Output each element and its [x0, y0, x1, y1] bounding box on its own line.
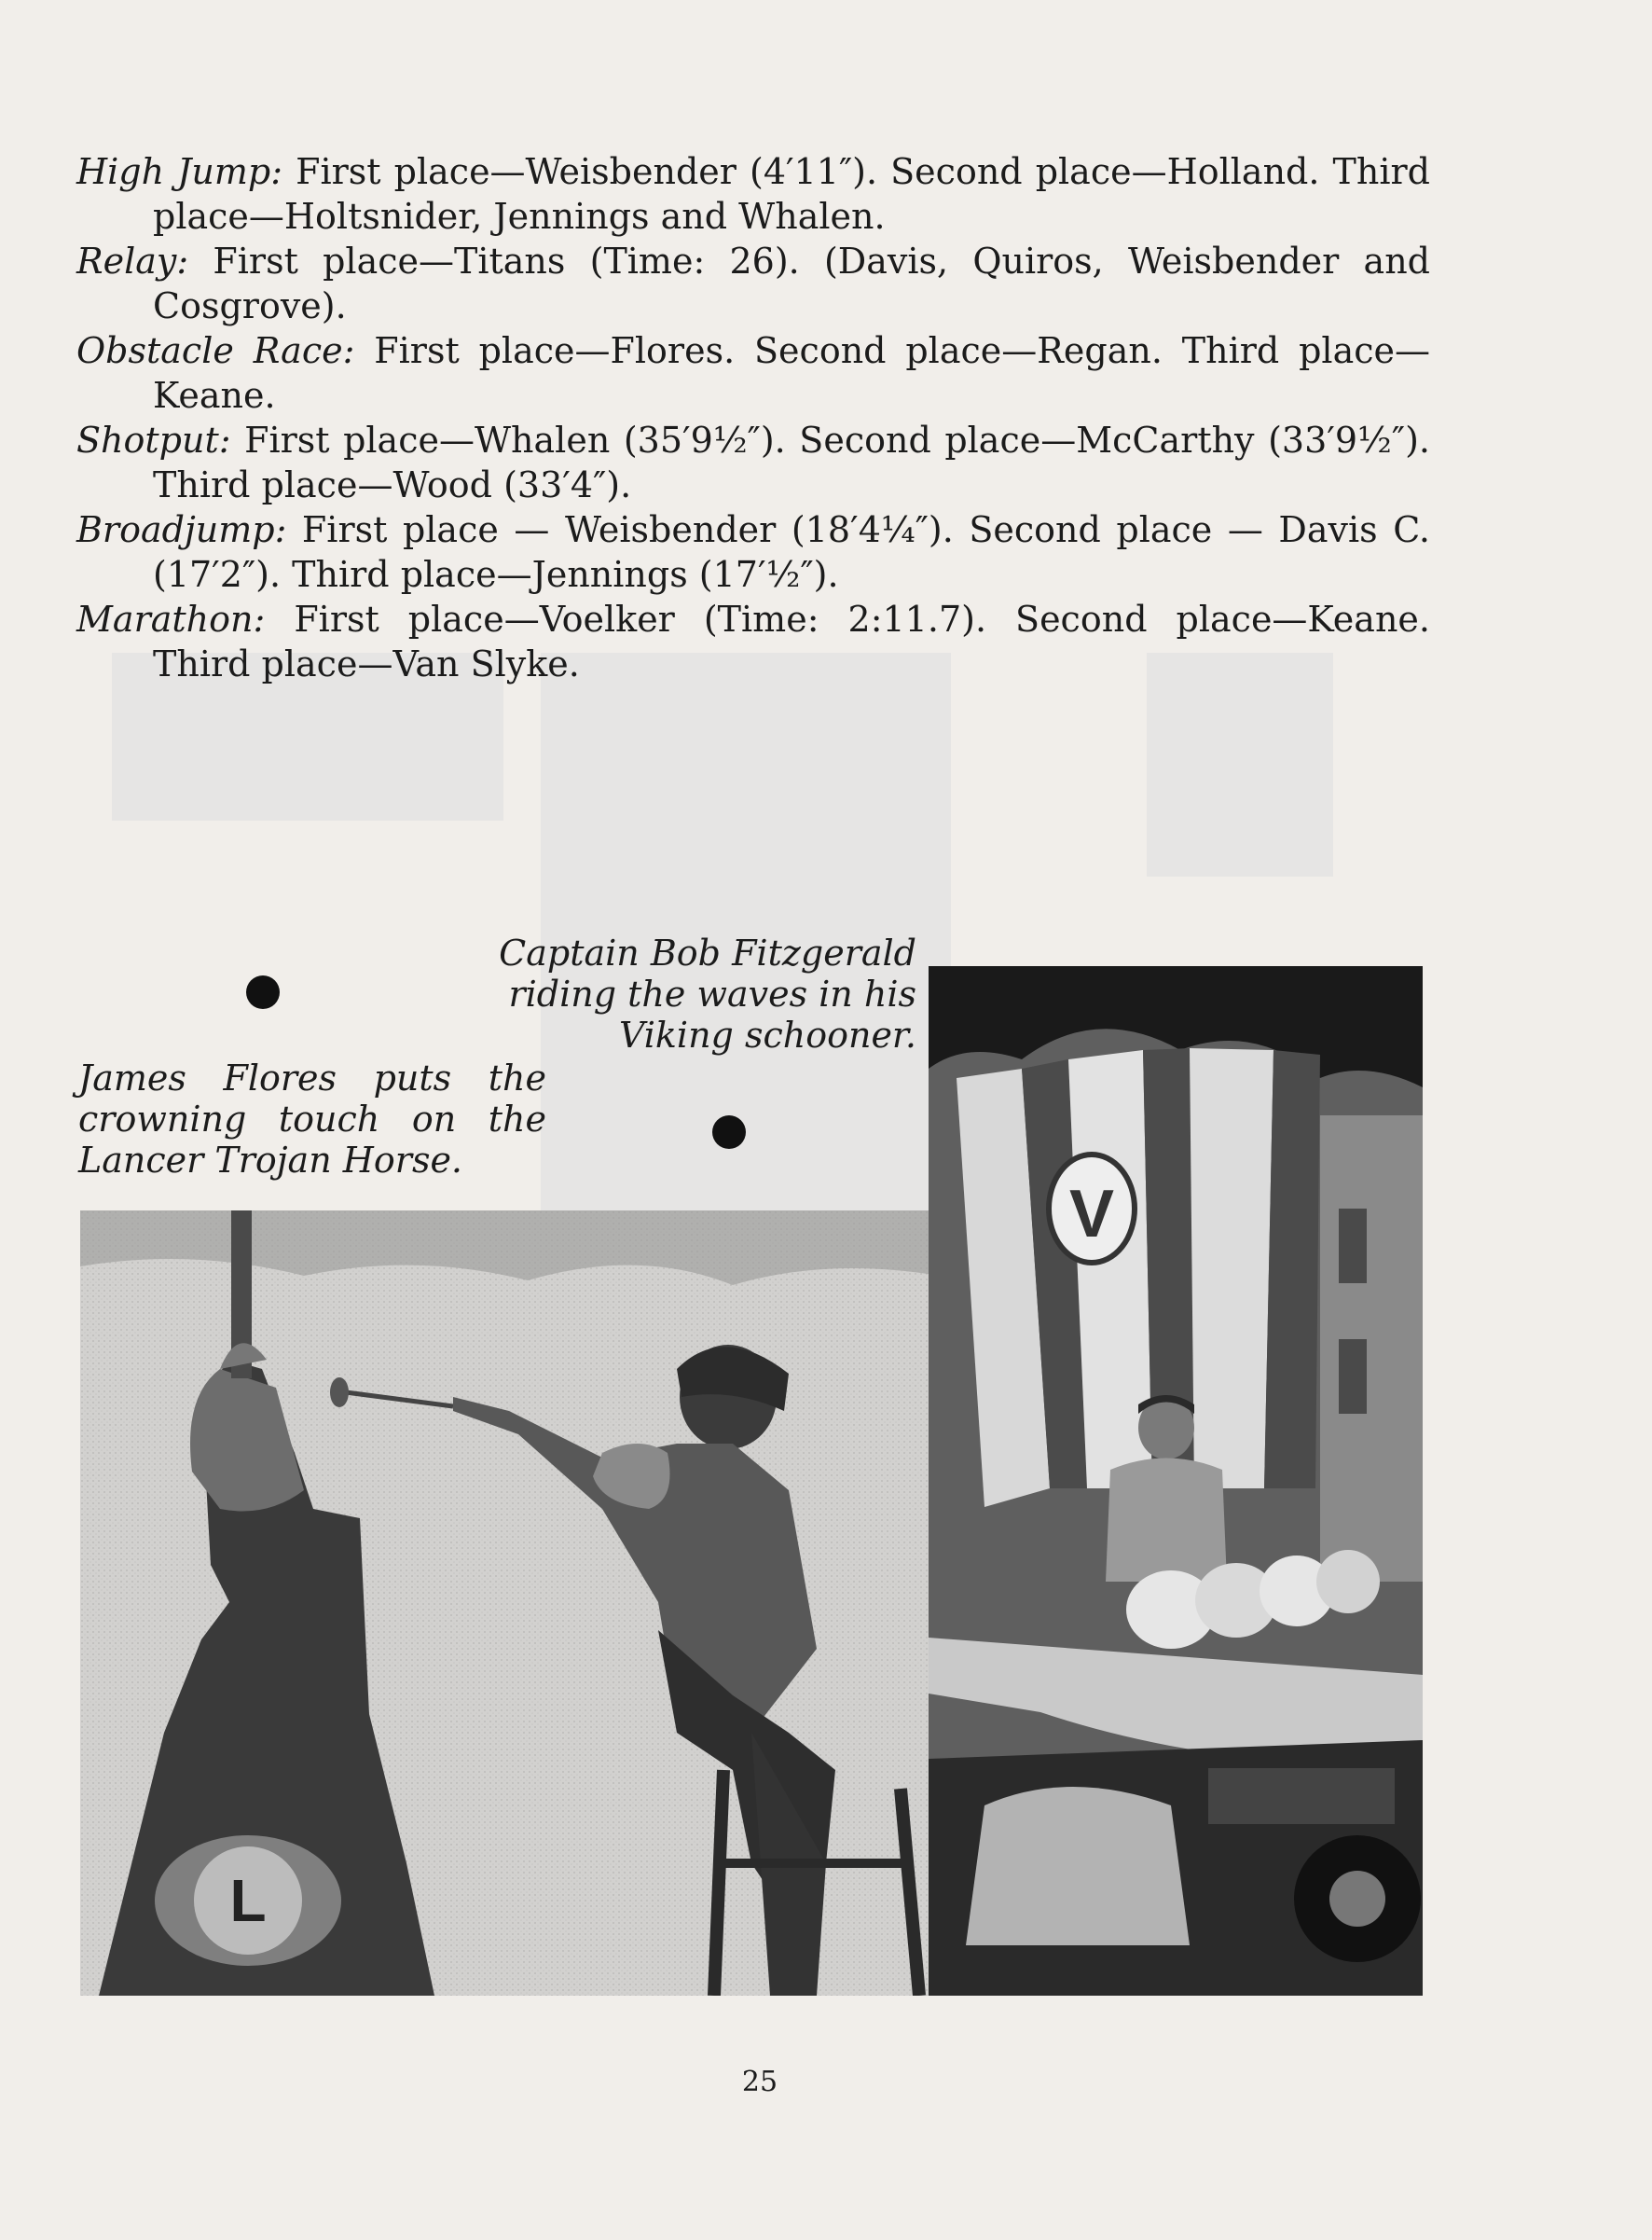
event-result-text: First place—Flores. Second place—Regan. Third place—Keane. — [153, 330, 1430, 416]
bullet-dot-right — [712, 1115, 746, 1149]
event-result-text: First place—Whalen (35′9½″). Second place—McCarthy (33′9½″). Third place—Wood (33′4″). — [153, 420, 1430, 505]
page-number: 25 — [741, 2066, 778, 2098]
event-name: Relay: — [76, 241, 189, 282]
event-name: Obstacle Race: — [76, 330, 355, 371]
result-high-jump — [76, 149, 1430, 239]
event-result-text: First place — Weisbender (18′4¼″). Second place — Davis C. (17′2″). Third place—Jennings (17′½″). — [153, 509, 1430, 595]
event-result-text: First place—Voelker (Time: 2:11.7). Second place—Keane. Third place—Van Slyke. — [153, 599, 1430, 684]
result-relay — [76, 239, 1430, 328]
bullet-dot-left — [246, 975, 280, 1009]
sail-emblem-letter: V — [1068, 1177, 1115, 1251]
event-result-text: First place—Weisbender (4′11″). Second place—Holland. Third place—Holtsnider, Jennings and Whalen. — [153, 151, 1430, 237]
photo-viking-schooner — [929, 966, 1423, 1996]
photo-trojan-horse — [80, 1210, 940, 1996]
show-through-block — [1147, 653, 1333, 877]
result-marathon — [76, 597, 1430, 686]
trojan-horse-illustration — [80, 1210, 940, 1996]
event-name: Marathon: — [76, 599, 266, 640]
result-broadjump — [76, 507, 1430, 597]
event-name: Broadjump: — [76, 509, 287, 550]
event-result-text: First place—Titans (Time: 26). (Davis, Quiros, Weisbender and Cosgrove). — [153, 241, 1430, 326]
viking-schooner-illustration — [929, 966, 1423, 1996]
event-name: High Jump: — [76, 151, 283, 192]
event-results — [76, 149, 1430, 686]
result-obstacle-race — [76, 328, 1430, 418]
horse-emblem-letter: L — [229, 1867, 267, 1934]
result-shotput — [76, 418, 1430, 507]
caption-captain-bob-fitzgerald: Captain Bob Fitzgerald riding the waves in his Viking schooner. — [499, 933, 916, 1056]
caption-james-flores: James Flores puts the crowning touch on the Lancer Trojan Horse. — [78, 1058, 546, 1181]
event-name: Shotput: — [76, 420, 231, 461]
